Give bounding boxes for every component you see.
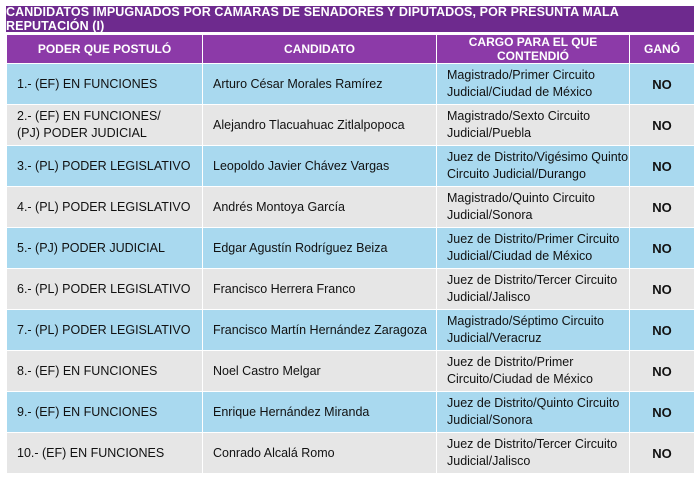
table-row — [7, 433, 695, 474]
cell-cargo: Juez de Distrito/Primer Circuito/Ciudad de México — [437, 351, 630, 392]
cell-poder: 8.- (EF) EN FUNCIONES — [7, 351, 203, 392]
table-row — [7, 105, 695, 146]
cell-candidato: Leopoldo Javier Chávez Vargas — [203, 146, 437, 187]
cell-candidato: Arturo César Morales Ramírez — [203, 64, 437, 105]
candidates-table — [6, 34, 695, 474]
header-candidato: CANDIDATO — [203, 35, 437, 64]
cell-poder: 6.- (PL) PODER LEGISLATIVO — [7, 269, 203, 310]
cell-poder: 4.- (PL) PODER LEGISLATIVO — [7, 187, 203, 228]
table-row — [7, 64, 695, 105]
cell-candidato: Francisco Herrera Franco — [203, 269, 437, 310]
cell-gano: NO — [630, 228, 695, 269]
cell-gano: NO — [630, 105, 695, 146]
cell-cargo: Juez de Distrito/Vigésimo Quinto Circuito Judicial/Durango — [437, 146, 630, 187]
cell-gano: NO — [630, 64, 695, 105]
header-gano: GANÓ — [630, 35, 695, 64]
cell-candidato: Alejandro Tlacuahuac Zitlalpopoca — [203, 105, 437, 146]
cell-gano: NO — [630, 392, 695, 433]
cell-poder: 1.- (EF) EN FUNCIONES — [7, 64, 203, 105]
cell-poder: 3.- (PL) PODER LEGISLATIVO — [7, 146, 203, 187]
cell-cargo: Magistrado/Sexto Circuito Judicial/Puebla — [437, 105, 630, 146]
table-row — [7, 310, 695, 351]
cell-candidato: Enrique Hernández Miranda — [203, 392, 437, 433]
cell-gano: NO — [630, 187, 695, 228]
table-title: CANDIDATOS IMPUGNADOS POR CÁMARAS DE SENADORES Y DIPUTADOS, POR PRESUNTA MALA REPUTACIÓN (I) — [6, 6, 694, 34]
cell-gano: NO — [630, 310, 695, 351]
cell-gano: NO — [630, 433, 695, 474]
cell-cargo: Juez de Distrito/Quinto Circuito Judicial/Sonora — [437, 392, 630, 433]
cell-poder: 9.- (EF) EN FUNCIONES — [7, 392, 203, 433]
cell-cargo: Magistrado/Quinto Circuito Judicial/Sonora — [437, 187, 630, 228]
table-row — [7, 228, 695, 269]
cell-poder: 10.- (EF) EN FUNCIONES — [7, 433, 203, 474]
table-row — [7, 269, 695, 310]
cell-cargo: Juez de Distrito/Primer Circuito Judicial/Ciudad de México — [437, 228, 630, 269]
cell-gano: NO — [630, 146, 695, 187]
cell-cargo: Juez de Distrito/Tercer Circuito Judicial/Jalisco — [437, 433, 630, 474]
cell-candidato: Conrado Alcalá Romo — [203, 433, 437, 474]
header-row — [7, 35, 695, 64]
cell-candidato: Francisco Martín Hernández Zaragoza — [203, 310, 437, 351]
header-cargo: CARGO PARA EL QUE CONTENDIÓ — [437, 35, 630, 64]
cell-candidato: Andrés Montoya García — [203, 187, 437, 228]
table-row — [7, 187, 695, 228]
cell-cargo: Juez de Distrito/Tercer Circuito Judicial/Jalisco — [437, 269, 630, 310]
cell-candidato: Edgar Agustín Rodríguez Beiza — [203, 228, 437, 269]
cell-poder: 7.- (PL) PODER LEGISLATIVO — [7, 310, 203, 351]
table-row — [7, 146, 695, 187]
cell-candidato: Noel Castro Melgar — [203, 351, 437, 392]
cell-poder: 5.- (PJ) PODER JUDICIAL — [7, 228, 203, 269]
table-row — [7, 392, 695, 433]
cell-cargo: Magistrado/Primer Circuito Judicial/Ciudad de México — [437, 64, 630, 105]
cell-cargo: Magistrado/Séptimo Circuito Judicial/Veracruz — [437, 310, 630, 351]
cell-gano: NO — [630, 351, 695, 392]
table-row — [7, 351, 695, 392]
cell-gano: NO — [630, 269, 695, 310]
cell-poder: 2.- (EF) EN FUNCIONES/ (PJ) PODER JUDICIAL — [7, 105, 203, 146]
header-poder: PODER QUE POSTULÓ — [7, 35, 203, 64]
